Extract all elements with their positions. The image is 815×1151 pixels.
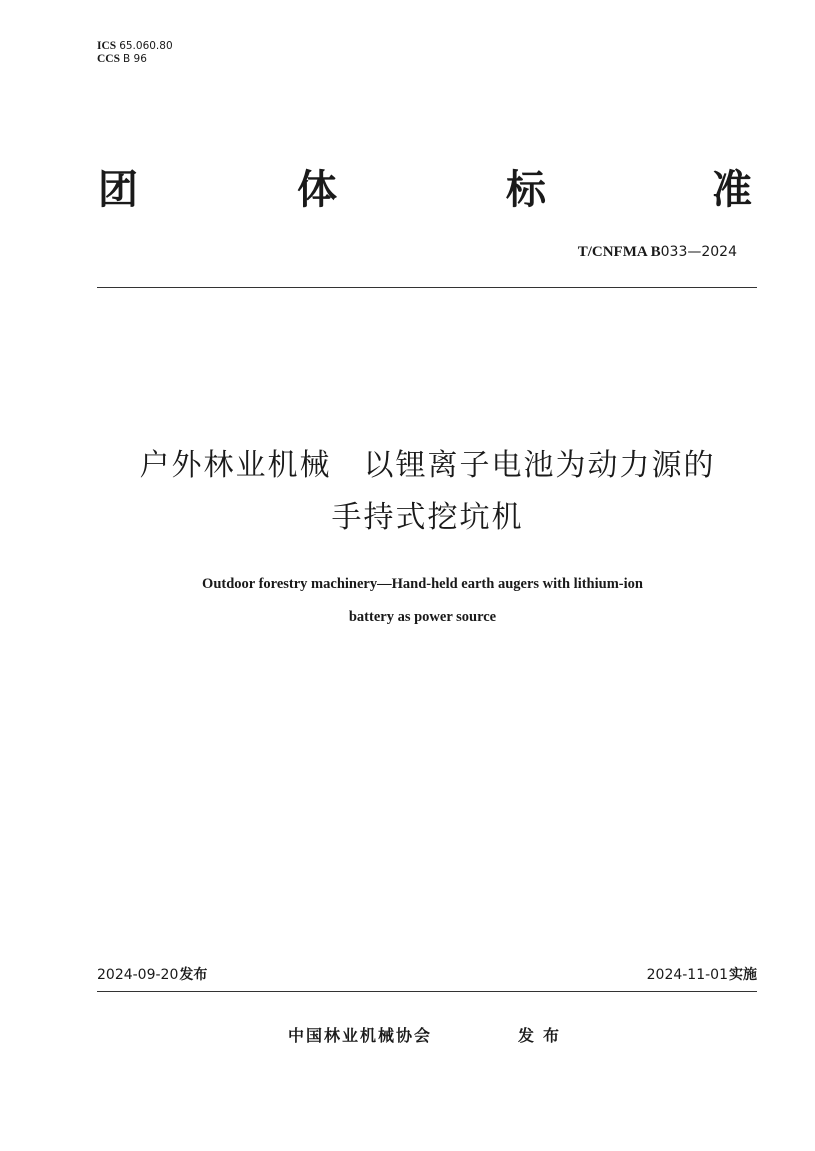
standard-type-char: 准 xyxy=(712,167,752,213)
issue-date xyxy=(97,966,207,984)
ccs-classification xyxy=(97,52,147,66)
publish-label: 发布 xyxy=(518,1026,569,1045)
ics-label: ICS xyxy=(97,40,117,52)
publisher-name: 中国林业机械协会 xyxy=(288,1026,433,1045)
implementation-date-value: 2024-11-01 xyxy=(646,967,728,983)
english-title-line-1: Outdoor forestry machinery—Hand-held earth augers with lithium-ion xyxy=(202,576,643,592)
standard-number xyxy=(578,243,737,261)
implementation-date-label: 实施 xyxy=(729,967,757,983)
english-title-line-2: battery as power source xyxy=(348,609,497,625)
ics-value: 65.060.80 xyxy=(119,40,173,52)
english-title xyxy=(60,568,755,634)
chinese-title-line-2: 手持式挖坑机 xyxy=(331,500,524,535)
standard-type-char: 团 xyxy=(98,167,138,213)
standard-number-value: 033—2024 xyxy=(660,244,737,260)
footer-divider xyxy=(97,991,757,992)
standard-number-prefix: T/CNFMA B xyxy=(577,244,661,260)
chinese-title-line-1: 户外林业机械 以锂离子电池为动力源的 xyxy=(139,448,716,483)
header-divider xyxy=(97,287,757,288)
standard-type-char: 体 xyxy=(297,167,337,213)
issue-date-value: 2024-09-20 xyxy=(97,967,179,983)
issue-date-label: 发布 xyxy=(179,967,208,983)
ics-classification xyxy=(97,39,173,53)
ccs-label: CCS xyxy=(97,53,121,65)
chinese-title xyxy=(60,440,755,544)
standard-type-char: 标 xyxy=(506,167,546,213)
implementation-date xyxy=(647,966,757,984)
ccs-value: B 96 xyxy=(123,53,147,65)
